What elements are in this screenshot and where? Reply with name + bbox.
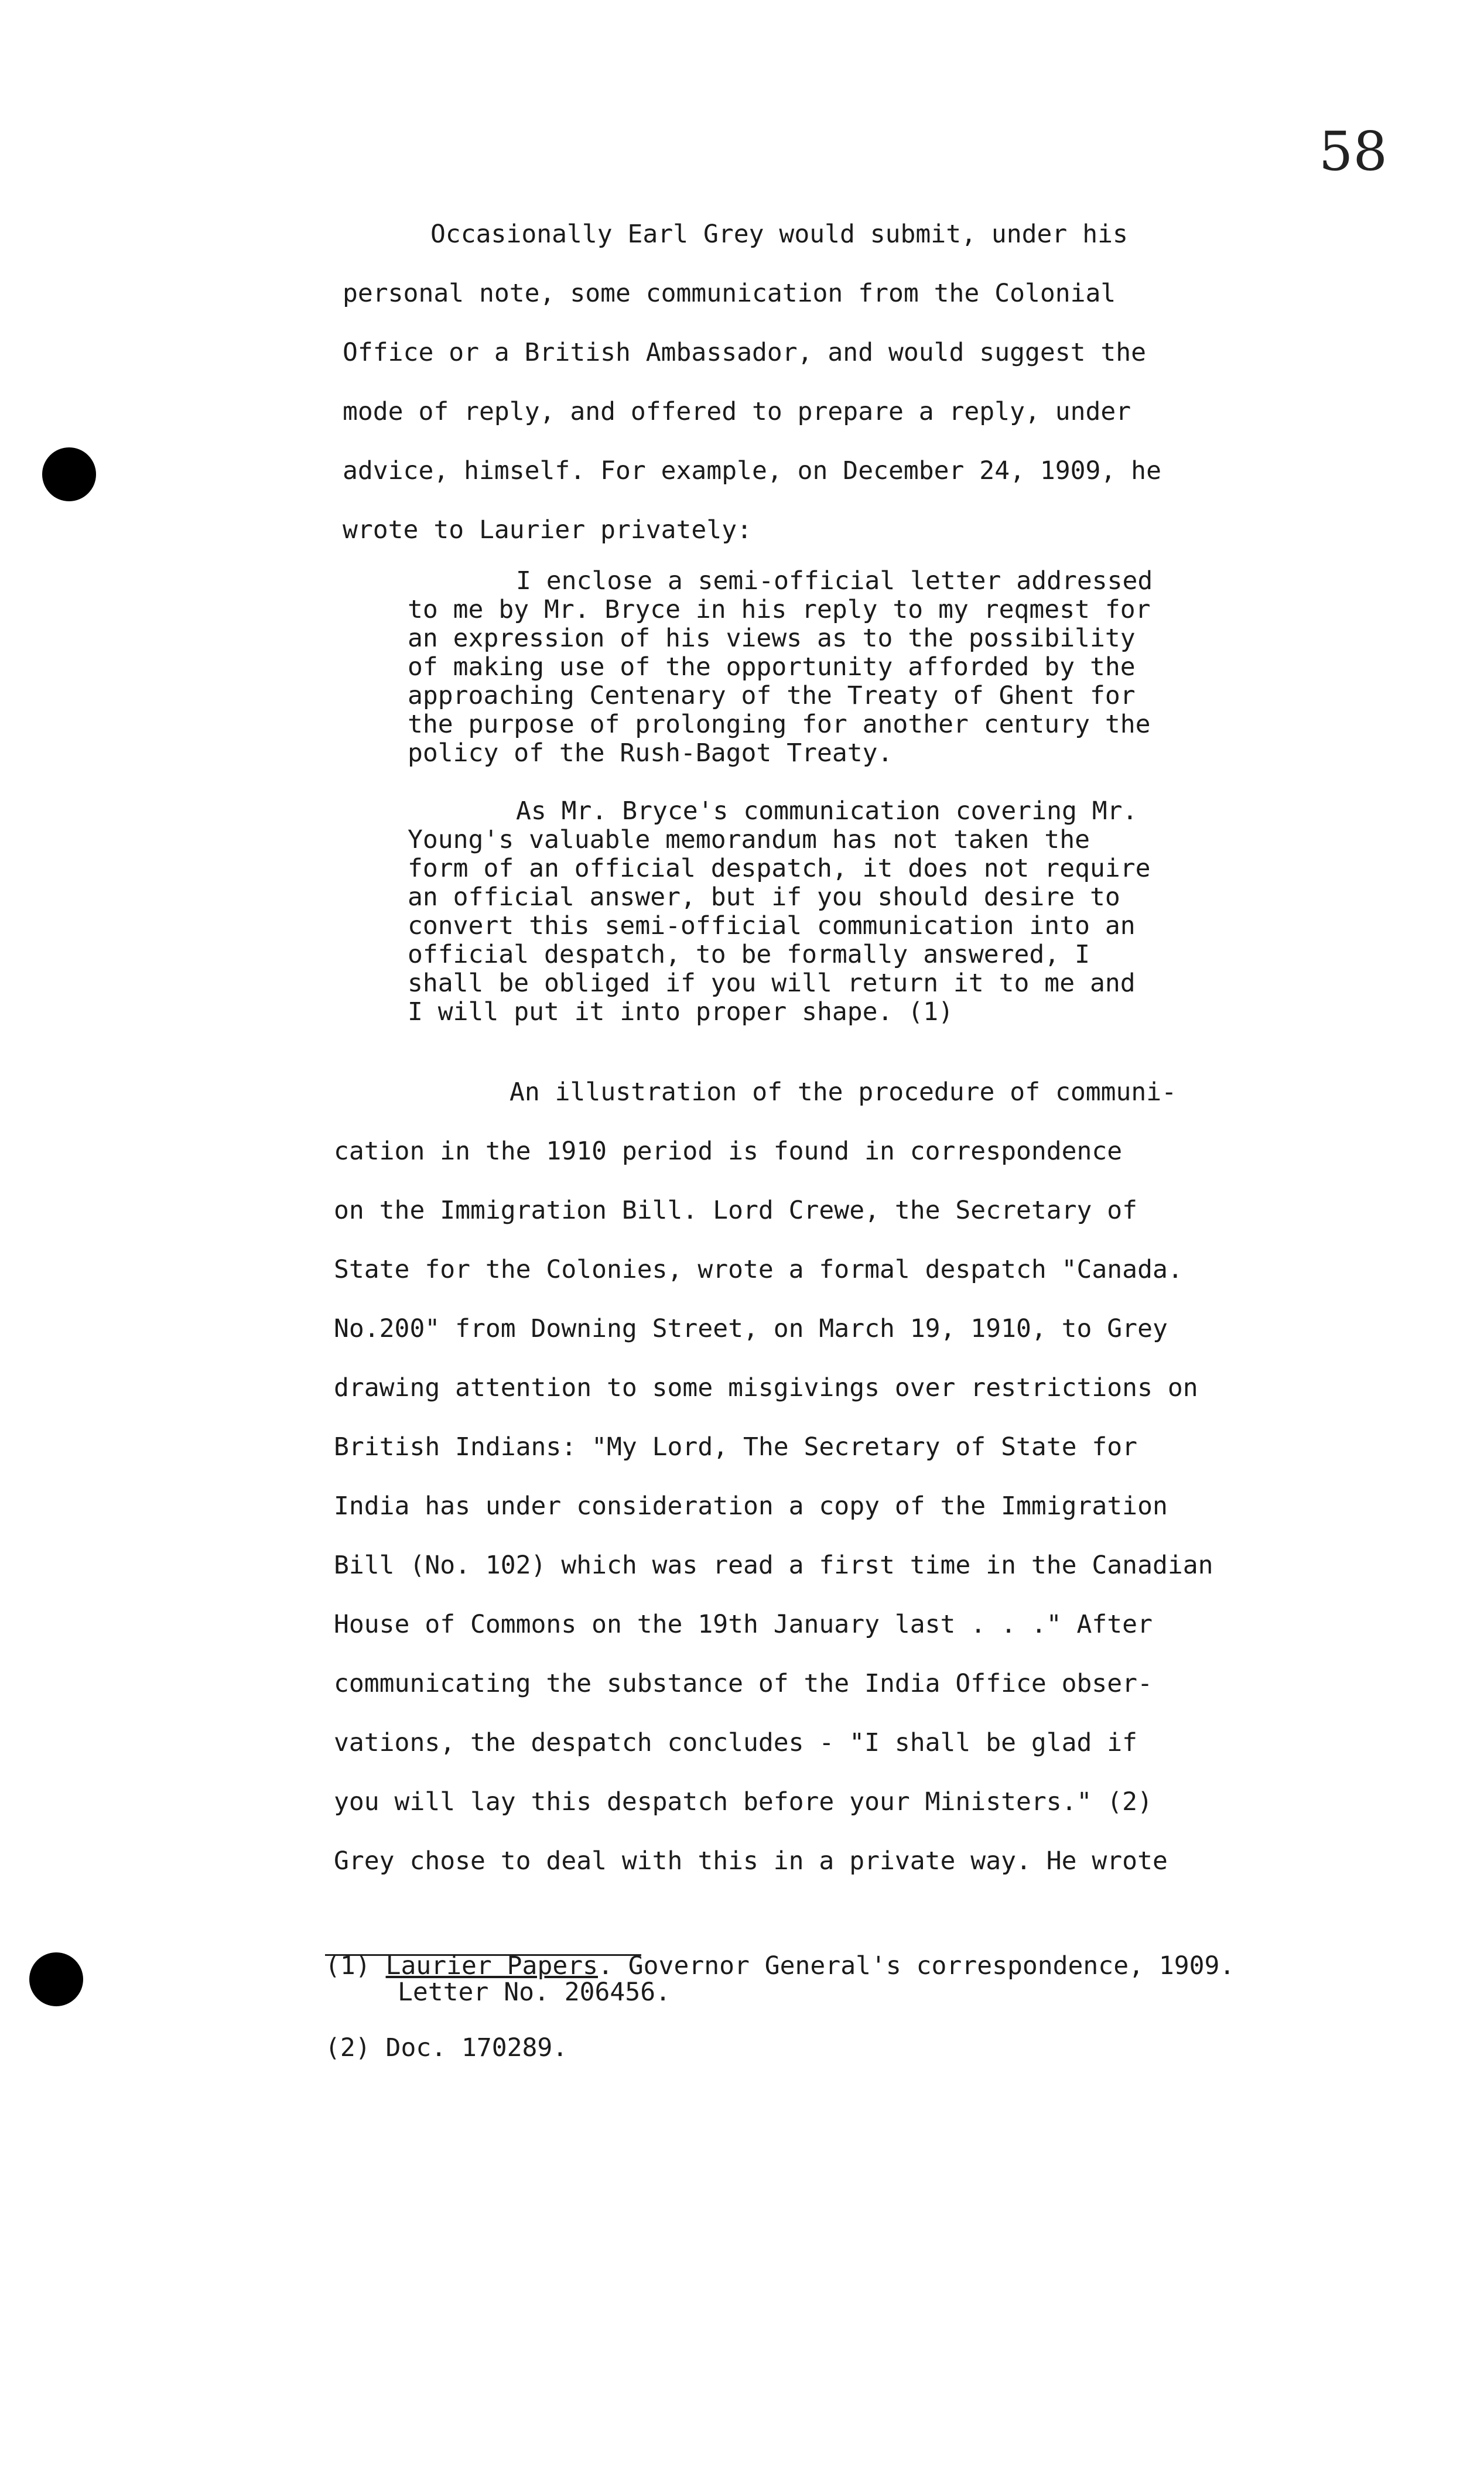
quote-line: to me by Mr. Bryce in his reply to my reqmest for: [408, 595, 1151, 624]
paragraph-line: State for the Colonies, wrote a formal despatch "Canada.: [334, 1255, 1183, 1284]
quote-line: policy of the Rush-Bagot Treaty.: [408, 738, 893, 768]
paragraph-line: Grey chose to deal with this in a private way. He wrote: [334, 1846, 1168, 1876]
paragraph-line: India has under consideration a copy of the Immigration: [334, 1492, 1168, 1521]
quote-line: I will put it into proper shape. (1): [408, 997, 953, 1027]
quote-line: official despatch, to be formally answered, I: [408, 940, 1090, 969]
quote-line: convert this semi-official communication into an: [408, 911, 1136, 940]
footnote-2: (2) Doc. 170289.: [325, 2033, 568, 2062]
paragraph-line: No.200" from Downing Street, on March 19, 1910, to Grey: [334, 1314, 1168, 1343]
quote-line: approaching Centenary of the Treaty of Ghent for: [408, 681, 1136, 710]
quote-line: form of an official despatch, it does not require: [408, 854, 1151, 883]
block-quote: [408, 567, 1153, 1027]
paragraph-line: wrote to Laurier privately:: [343, 515, 752, 545]
footnote-1-source-title: Laurier Papers: [385, 1951, 598, 1981]
paragraph-line: An illustration of the procedure of communi-: [510, 1078, 1177, 1107]
paragraph-line: cation in the 1910 period is found in correspondence: [334, 1137, 1123, 1166]
quote-line: an expression of his views as to the possibility: [408, 624, 1136, 653]
page-number: 58: [1318, 120, 1387, 183]
paragraph-line: communicating the substance of the India Office obser-: [334, 1669, 1153, 1698]
paragraph-line: advice, himself. For example, on December 24, 1909, he: [343, 456, 1161, 485]
paragraph-line: personal note, some communication from the Colonial: [343, 279, 1116, 308]
paragraph-line: drawing attention to some misgivings over restrictions on: [334, 1373, 1198, 1403]
paragraph-1: [343, 205, 1161, 560]
footnote-1-continuation: Letter No. 206456.: [398, 1978, 671, 2007]
paragraph-line: you will lay this despatch before your Ministers." (2): [334, 1787, 1153, 1817]
paragraph-line: mode of reply, and offered to prepare a reply, under: [343, 397, 1131, 426]
paragraph-line: on the Immigration Bill. Lord Crewe, the Secretary of: [334, 1196, 1138, 1225]
paragraph-2: [334, 1063, 1213, 1891]
quote-line: an official answer, but if you should desire to: [408, 883, 1120, 912]
footnote-1: [325, 1953, 1235, 1979]
punch-hole-top: [42, 447, 96, 501]
paragraph-line: vations, the despatch concludes - "I shall be glad if: [334, 1728, 1138, 1757]
paragraph-line: Bill (No. 102) which was read a first time in the Canadian: [334, 1551, 1213, 1580]
quote-line: As Mr. Bryce's communication covering Mr.: [516, 796, 1138, 826]
quote-line: Young's valuable memorandum has not taken the: [408, 825, 1090, 854]
paragraph-line: Occasionally Earl Grey would submit, under his: [430, 220, 1128, 249]
quote-line: the purpose of prolonging for another century the: [408, 710, 1151, 739]
paragraph-line: Office or a British Ambassador, and would suggest the: [343, 338, 1147, 367]
punch-hole-bottom: [29, 1952, 83, 2006]
footnote-1-text: . Governor General's correspondence, 1909.: [598, 1951, 1235, 1981]
footnote-1-marker: (1): [325, 1951, 371, 1981]
paragraph-line: House of Commons on the 19th January last . . ." After: [334, 1610, 1153, 1639]
quote-line: shall be obliged if you will return it to me and: [408, 969, 1136, 998]
footnotes: [325, 1953, 1235, 2061]
paragraph-line: British Indians: "My Lord, The Secretary of State for: [334, 1432, 1138, 1462]
quote-line: of making use of the opportunity afforded by the: [408, 652, 1136, 682]
quote-line: I enclose a semi-official letter addressed: [516, 566, 1153, 596]
